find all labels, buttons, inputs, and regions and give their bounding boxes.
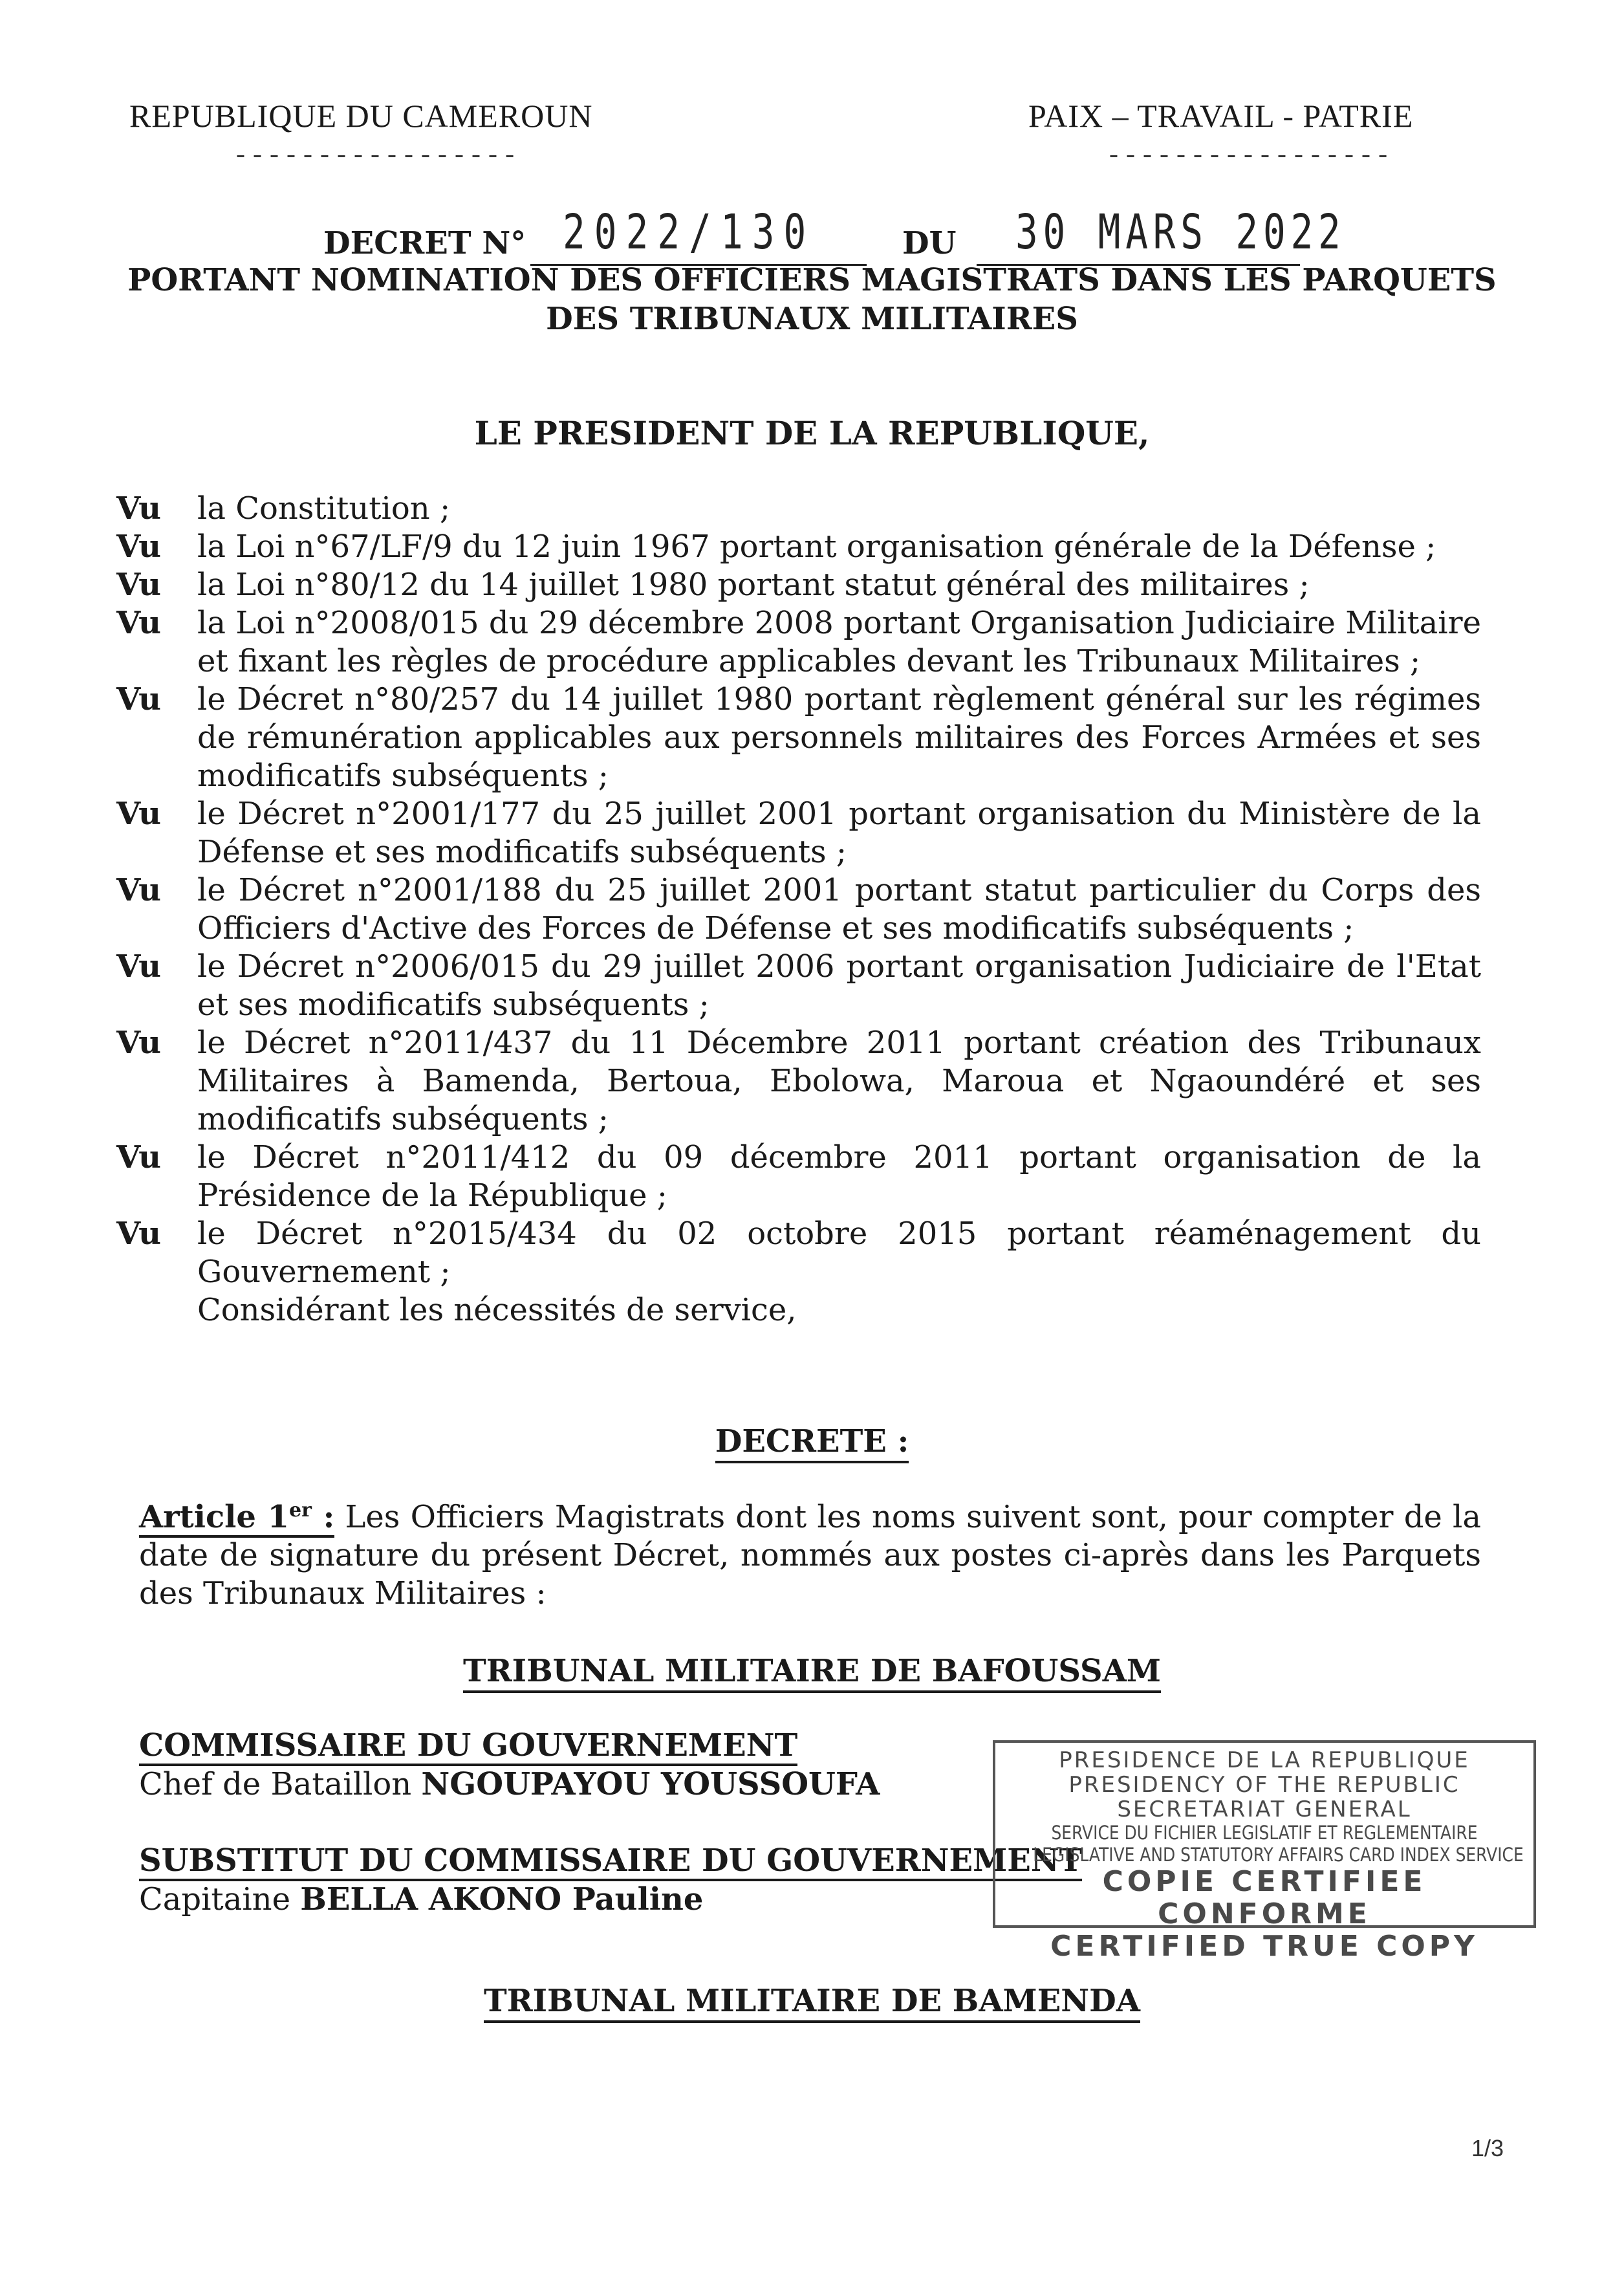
vu-label: Vu bbox=[116, 1139, 162, 1175]
consideration-text: la Loi n°67/LF/9 du 12 juin 1967 portant organisation générale de la Défense ; bbox=[197, 529, 1436, 565]
header-right-title: PAIX – TRAVAIL - PATRIE bbox=[1028, 98, 1414, 134]
consideration-text: le Décret n°2006/015 du 29 juillet 2006 portant organisation Judiciaire de l'Etat et ses modificatifs subséquents ; bbox=[197, 948, 1481, 1023]
consideration-item bbox=[116, 1024, 1481, 1139]
vu-label: Vu bbox=[116, 567, 162, 603]
consideration-item bbox=[116, 604, 1481, 681]
decree-date-field bbox=[977, 204, 1346, 266]
stamp-line: PRESIDENCY OF THE REPUBLIC bbox=[1068, 1772, 1460, 1798]
stamp-line: SERVICE DU FICHIER LEGISLATIF ET REGLEMENTAIRE bbox=[1051, 1822, 1478, 1844]
consideration-item bbox=[116, 528, 1481, 566]
decree-label: DECRET N° bbox=[323, 225, 526, 261]
vu-label: Vu bbox=[116, 681, 162, 717]
certified-copy-stamp bbox=[993, 1740, 1536, 1963]
decree-subtitle-line2: DES TRIBUNAUX MILITAIRES bbox=[546, 301, 1078, 337]
decrete-title: DECRETE : bbox=[0, 1423, 1624, 1459]
stamp-line: SECRETARIAT GENERAL bbox=[1117, 1797, 1412, 1822]
considerant-text: Considérant les nécessités de service, bbox=[197, 1292, 797, 1328]
considerant-row bbox=[116, 1291, 1481, 1329]
vu-label: Vu bbox=[116, 605, 162, 641]
consideration-text: la Constitution ; bbox=[197, 490, 451, 527]
person-name: NGOUPAYOU YOUSSOUFA bbox=[421, 1766, 880, 1802]
consideration-text: le Décret n°2001/188 du 25 juillet 2001 portant statut particulier du Corps des Officiers d'Active des Forces de Défense et ses modificatifs subséquents ; bbox=[197, 872, 1481, 946]
stamp-line: CERTIFIED TRUE COPY bbox=[1050, 1930, 1478, 1963]
person-commissaire: Chef de Bataillon NGOUPAYOU YOUSSOUFA bbox=[139, 1766, 880, 1802]
vu-label: Vu bbox=[116, 1216, 162, 1252]
consideration-item bbox=[116, 948, 1481, 1024]
vu-label: Vu bbox=[116, 872, 162, 908]
header-right-dashes: ----------------- bbox=[1106, 142, 1392, 171]
consideration-item bbox=[116, 490, 1481, 528]
article-1-text: Les Officiers Magistrats dont les noms suivent sont, pour compter de la date de signature du présent Décret, nommés aux postes ci-après dans les Parquets des Tribunaux Militaires : bbox=[139, 1499, 1482, 1611]
considerations-list bbox=[116, 490, 1481, 1329]
consideration-text: le Décret n°2011/437 du 11 Décembre 2011 portant création des Tribunaux Militaires à Bamenda, Bertoua, Ebolowa, Maroua et Ngaoundéré et ses modificatifs subséquents ; bbox=[197, 1025, 1481, 1137]
stamp-line: LEGISLATIVE AND STATUTORY AFFAIRS CARD INDEX SERVICE bbox=[1033, 1844, 1524, 1866]
header-left-title: REPUBLIQUE DU CAMEROUN bbox=[129, 98, 593, 134]
consideration-item bbox=[116, 795, 1481, 871]
consideration-text: le Décret n°2001/177 du 25 juillet 2001 portant organisation du Ministère de la Défense et ses modificatifs subséquents ; bbox=[197, 796, 1481, 870]
vu-label: Vu bbox=[116, 529, 162, 565]
decree-du-label: DU bbox=[902, 225, 957, 261]
section-title-bafoussam: TRIBUNAL MILITAIRE DE BAFOUSSAM bbox=[0, 1653, 1624, 1689]
person-substitut: Capitaine BELLA AKONO Pauline bbox=[139, 1881, 704, 1917]
page-number: 1/3 bbox=[1471, 2135, 1504, 2161]
vu-label: Vu bbox=[116, 490, 162, 527]
role-substitut: SUBSTITUT DU COMMISSAIRE DU GOUVERNEMENT bbox=[139, 1842, 1082, 1879]
consideration-item bbox=[116, 1215, 1481, 1291]
stamp-line: PRESIDENCE DE LA REPUBLIQUE bbox=[1059, 1747, 1470, 1773]
consideration-text: le Décret n°2011/412 du 09 décembre 2011 portant organisation de la Présidence de la République ; bbox=[197, 1139, 1481, 1214]
consideration-text: le Décret n°2015/434 du 02 octobre 2015 portant réaménagement du Gouvernement ; bbox=[197, 1216, 1481, 1290]
role-commissaire: COMMISSAIRE DU GOUVERNEMENT bbox=[139, 1727, 797, 1764]
stamp-line: COPIE CERTIFIEE CONFORME bbox=[1102, 1865, 1427, 1930]
consideration-text: la Loi n°80/12 du 14 juillet 1980 portant statut général des militaires ; bbox=[197, 567, 1310, 603]
consideration-item bbox=[116, 566, 1481, 604]
vu-label: Vu bbox=[116, 1025, 162, 1061]
president-title: LE PRESIDENT DE LA REPUBLIQUE, bbox=[474, 414, 1150, 452]
header-left-dashes: ----------------- bbox=[233, 142, 519, 171]
decree-date: 30 MARS 2022 bbox=[1015, 204, 1346, 260]
vu-label: Vu bbox=[116, 796, 162, 832]
vu-label: Vu bbox=[116, 948, 162, 985]
person-name: BELLA AKONO Pauline bbox=[300, 1881, 704, 1917]
decree-number: 2022/130 bbox=[563, 204, 816, 260]
article-1-label: Article 1er : bbox=[139, 1499, 334, 1538]
consideration-item bbox=[116, 871, 1481, 948]
section-title-bamenda: TRIBUNAL MILITAIRE DE BAMENDA bbox=[0, 1983, 1624, 2019]
decree-number-field bbox=[530, 204, 867, 266]
consideration-item bbox=[116, 1139, 1481, 1215]
article-1 bbox=[139, 1491, 1481, 1613]
decree-subtitle-line1: PORTANT NOMINATION DES OFFICIERS MAGISTRATS DANS LES PARQUETS bbox=[127, 262, 1497, 298]
consideration-text: le Décret n°80/257 du 14 juillet 1980 portant règlement général sur les régimes de rémunération applicables aux personnels militaires des Forces Armées et ses modificatifs subséquents ; bbox=[197, 681, 1481, 794]
consideration-text: la Loi n°2008/015 du 29 décembre 2008 portant Organisation Judiciaire Militaire et fixant les règles de procédure applicables devant les Tribunaux Militaires ; bbox=[197, 605, 1481, 679]
consideration-item bbox=[116, 681, 1481, 795]
